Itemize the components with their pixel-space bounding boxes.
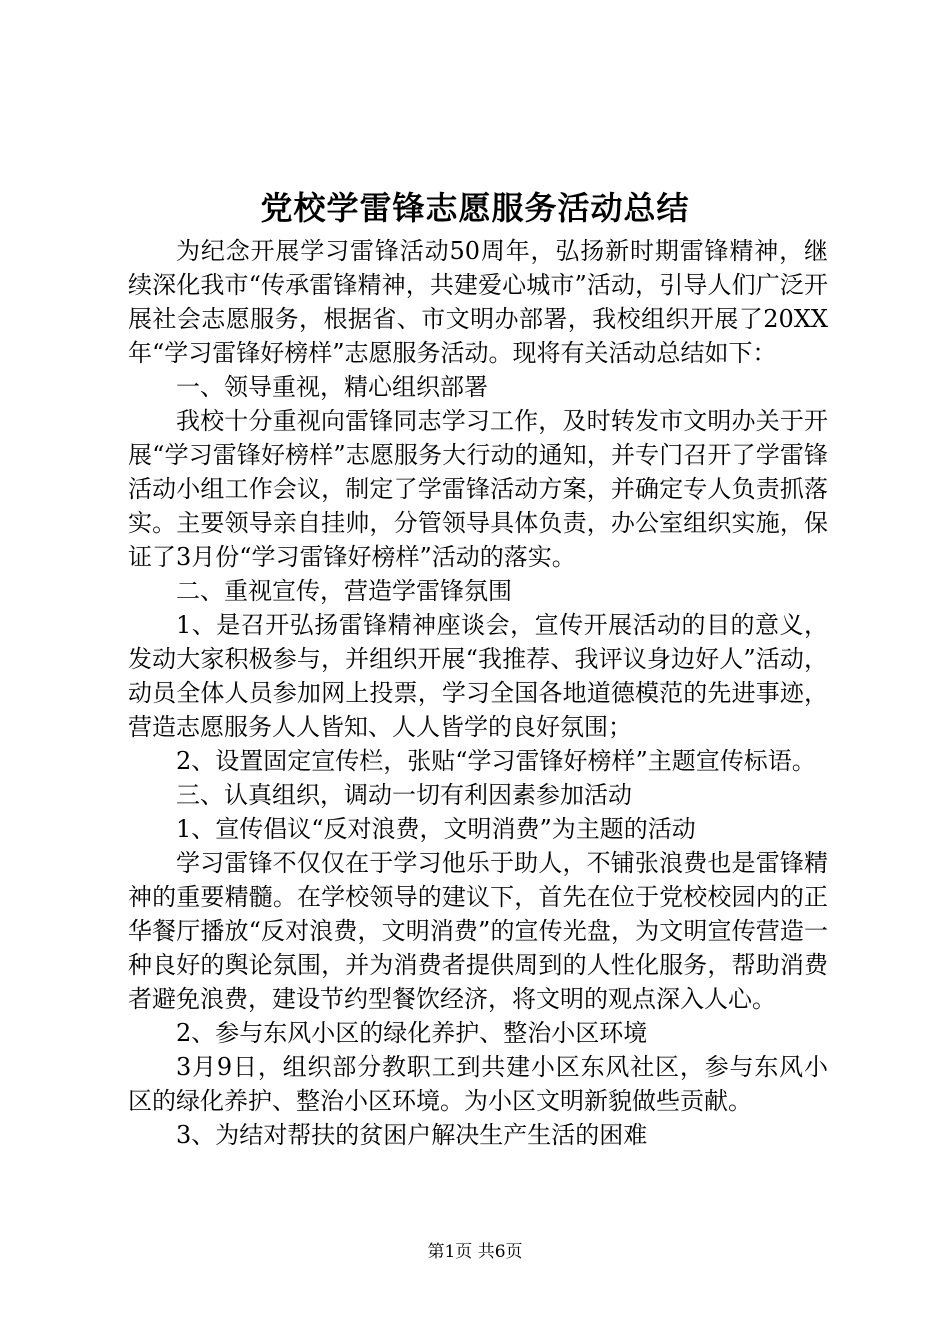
paragraph-intro: 为纪念开展学习雷锋活动50周年，弘扬新时期雷锋精神，继续深化我市“传承雷锋精神，共建爱心城市”活动，引导人们广泛开展社会志愿服务，根据省、市文明办部署，我校组织开展了20XX年“学习雷锋好榜样”志愿服务活动。现将有关活动总结如下： <box>128 237 828 367</box>
subheading-3-3: 3、为结对帮扶的贫困户解决生产生活的困难 <box>176 1121 648 1149</box>
paragraph-section-3-2: 3月9日，组织部分教职工到共建小区东风社区，参与东风小区的绿化养护、整治小区环境。为小区文明新貌做些贡献。 <box>128 1053 828 1115</box>
section-heading-2: 二、重视宣传，营造学雷锋氛围 <box>176 577 512 605</box>
page-footer: 第1页 共6页 <box>427 1242 523 1262</box>
section-heading-1: 一、领导重视，精心组织部署 <box>176 373 488 401</box>
document-body <box>128 234 828 1152</box>
subheading-3-2: 2、参与东风小区的绿化养护、整治小区环境 <box>176 1019 648 1047</box>
paragraph-section-1: 我校十分重视向雷锋同志学习工作，及时转发市文明办关于开展“学习雷锋好榜样”志愿服务大行动的通知，并专门召开了学雷锋活动小组工作会议，制定了学雷锋活动方案，并确定专人负责抓落实。主要领导亲自挂帅，分管领导具体负责，办公室组织实施，保证了3月份“学习雷锋好榜样”活动的落实。 <box>128 407 828 571</box>
paragraph-section-2-item-2: 2、设置固定宣传栏，张贴“学习雷锋好榜样”主题宣传标语。 <box>176 747 816 775</box>
document-title: 党校学雷锋志愿服务活动总结 <box>260 189 690 227</box>
paragraph-section-2-item-1: 1、是召开弘扬雷锋精神座谈会，宣传开展活动的目的意义，发动大家积极参与，并组织开展“我推荐、我评议身边好人”活动，动员全体人员参加网上投票，学习全国各地道德模范的先进事迹，营造志愿服务人人皆知、人人皆学的良好氛围； <box>128 611 828 741</box>
paragraph-section-3-1: 学习雷锋不仅仅在于学习他乐于助人，不铺张浪费也是雷锋精神的重要精髓。在学校领导的建议下，首先在位于党校校园内的正华餐厅播放“反对浪费，文明消费”的宣传光盘，为文明宣传营造一种良好的舆论氛围，并为消费者提供周到的人性化服务，帮助消费者避免浪费，建设节约型餐饮经济，将文明的观点深入人心。 <box>128 849 828 1013</box>
subheading-3-1: 1、宣传倡议“反对浪费，文明消费”为主题的活动 <box>176 815 696 843</box>
section-heading-3: 三、认真组织，调动一切有利因素参加活动 <box>176 781 632 809</box>
